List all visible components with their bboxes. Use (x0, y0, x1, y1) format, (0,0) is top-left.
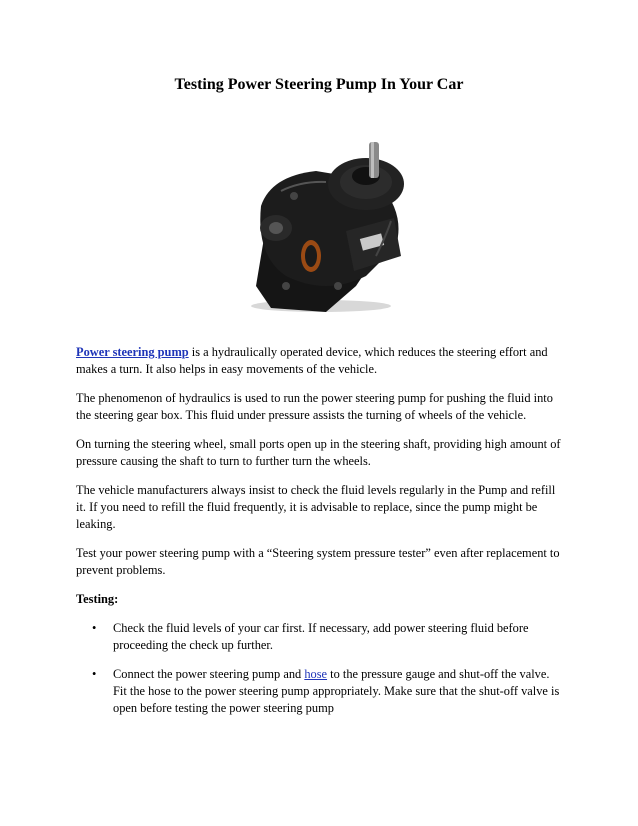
step-text-before: Connect the power steering pump and (113, 667, 305, 681)
power-steering-pump-image (226, 136, 416, 316)
step-text-after: to the pressure gauge and shut-off the valve. Fit the hose to the power steering pump appropriately. Make sure that the shut-off valve is open before testing the power steering pump (113, 667, 560, 715)
testing-steps-list (76, 620, 566, 717)
bullet-icon: • (92, 667, 97, 681)
list-item (76, 620, 566, 654)
testing-heading: Testing: (76, 592, 119, 606)
paragraph-fluid-levels: The vehicle manufacturers always insist to check the fluid levels regularly in the Pump and refill it. If you need to refill the fluid frequently, it is advisable to replace, since the pump might be leaking. (76, 483, 556, 531)
list-item (76, 666, 566, 717)
paragraph-pressure-tester: Test your power steering pump with a “Steering system pressure tester” even after replacement to prevent problems. (76, 546, 560, 577)
hose-link[interactable]: hose (304, 667, 328, 681)
paragraph-intro (76, 344, 566, 378)
paragraph-hydraulics: The phenomenon of hydraulics is used to run the power steering pump for pushing the fluid into the steering gear box. This fluid under pressure assists the turning of wheels of the vehicle. (76, 391, 553, 422)
step-text: Check the fluid levels of your car first. If necessary, add power steering fluid before proceeding the check up further. (113, 621, 529, 652)
page-title: Testing Power Steering Pump In Your Car (174, 76, 464, 93)
power-steering-pump-link[interactable]: Power steering pump (76, 345, 189, 359)
paragraph-intro-text: is a hydraulically operated device, which reduces the steering effort and makes a turn. It also helps in easy movements of the vehicle. (76, 345, 548, 376)
paragraph-steering-wheel: On turning the steering wheel, small ports open up in the steering shaft, providing high amount of pressure causing the shaft to turn to further turn the wheels. (76, 437, 561, 468)
bullet-icon: • (92, 621, 97, 635)
article-body (76, 344, 566, 729)
